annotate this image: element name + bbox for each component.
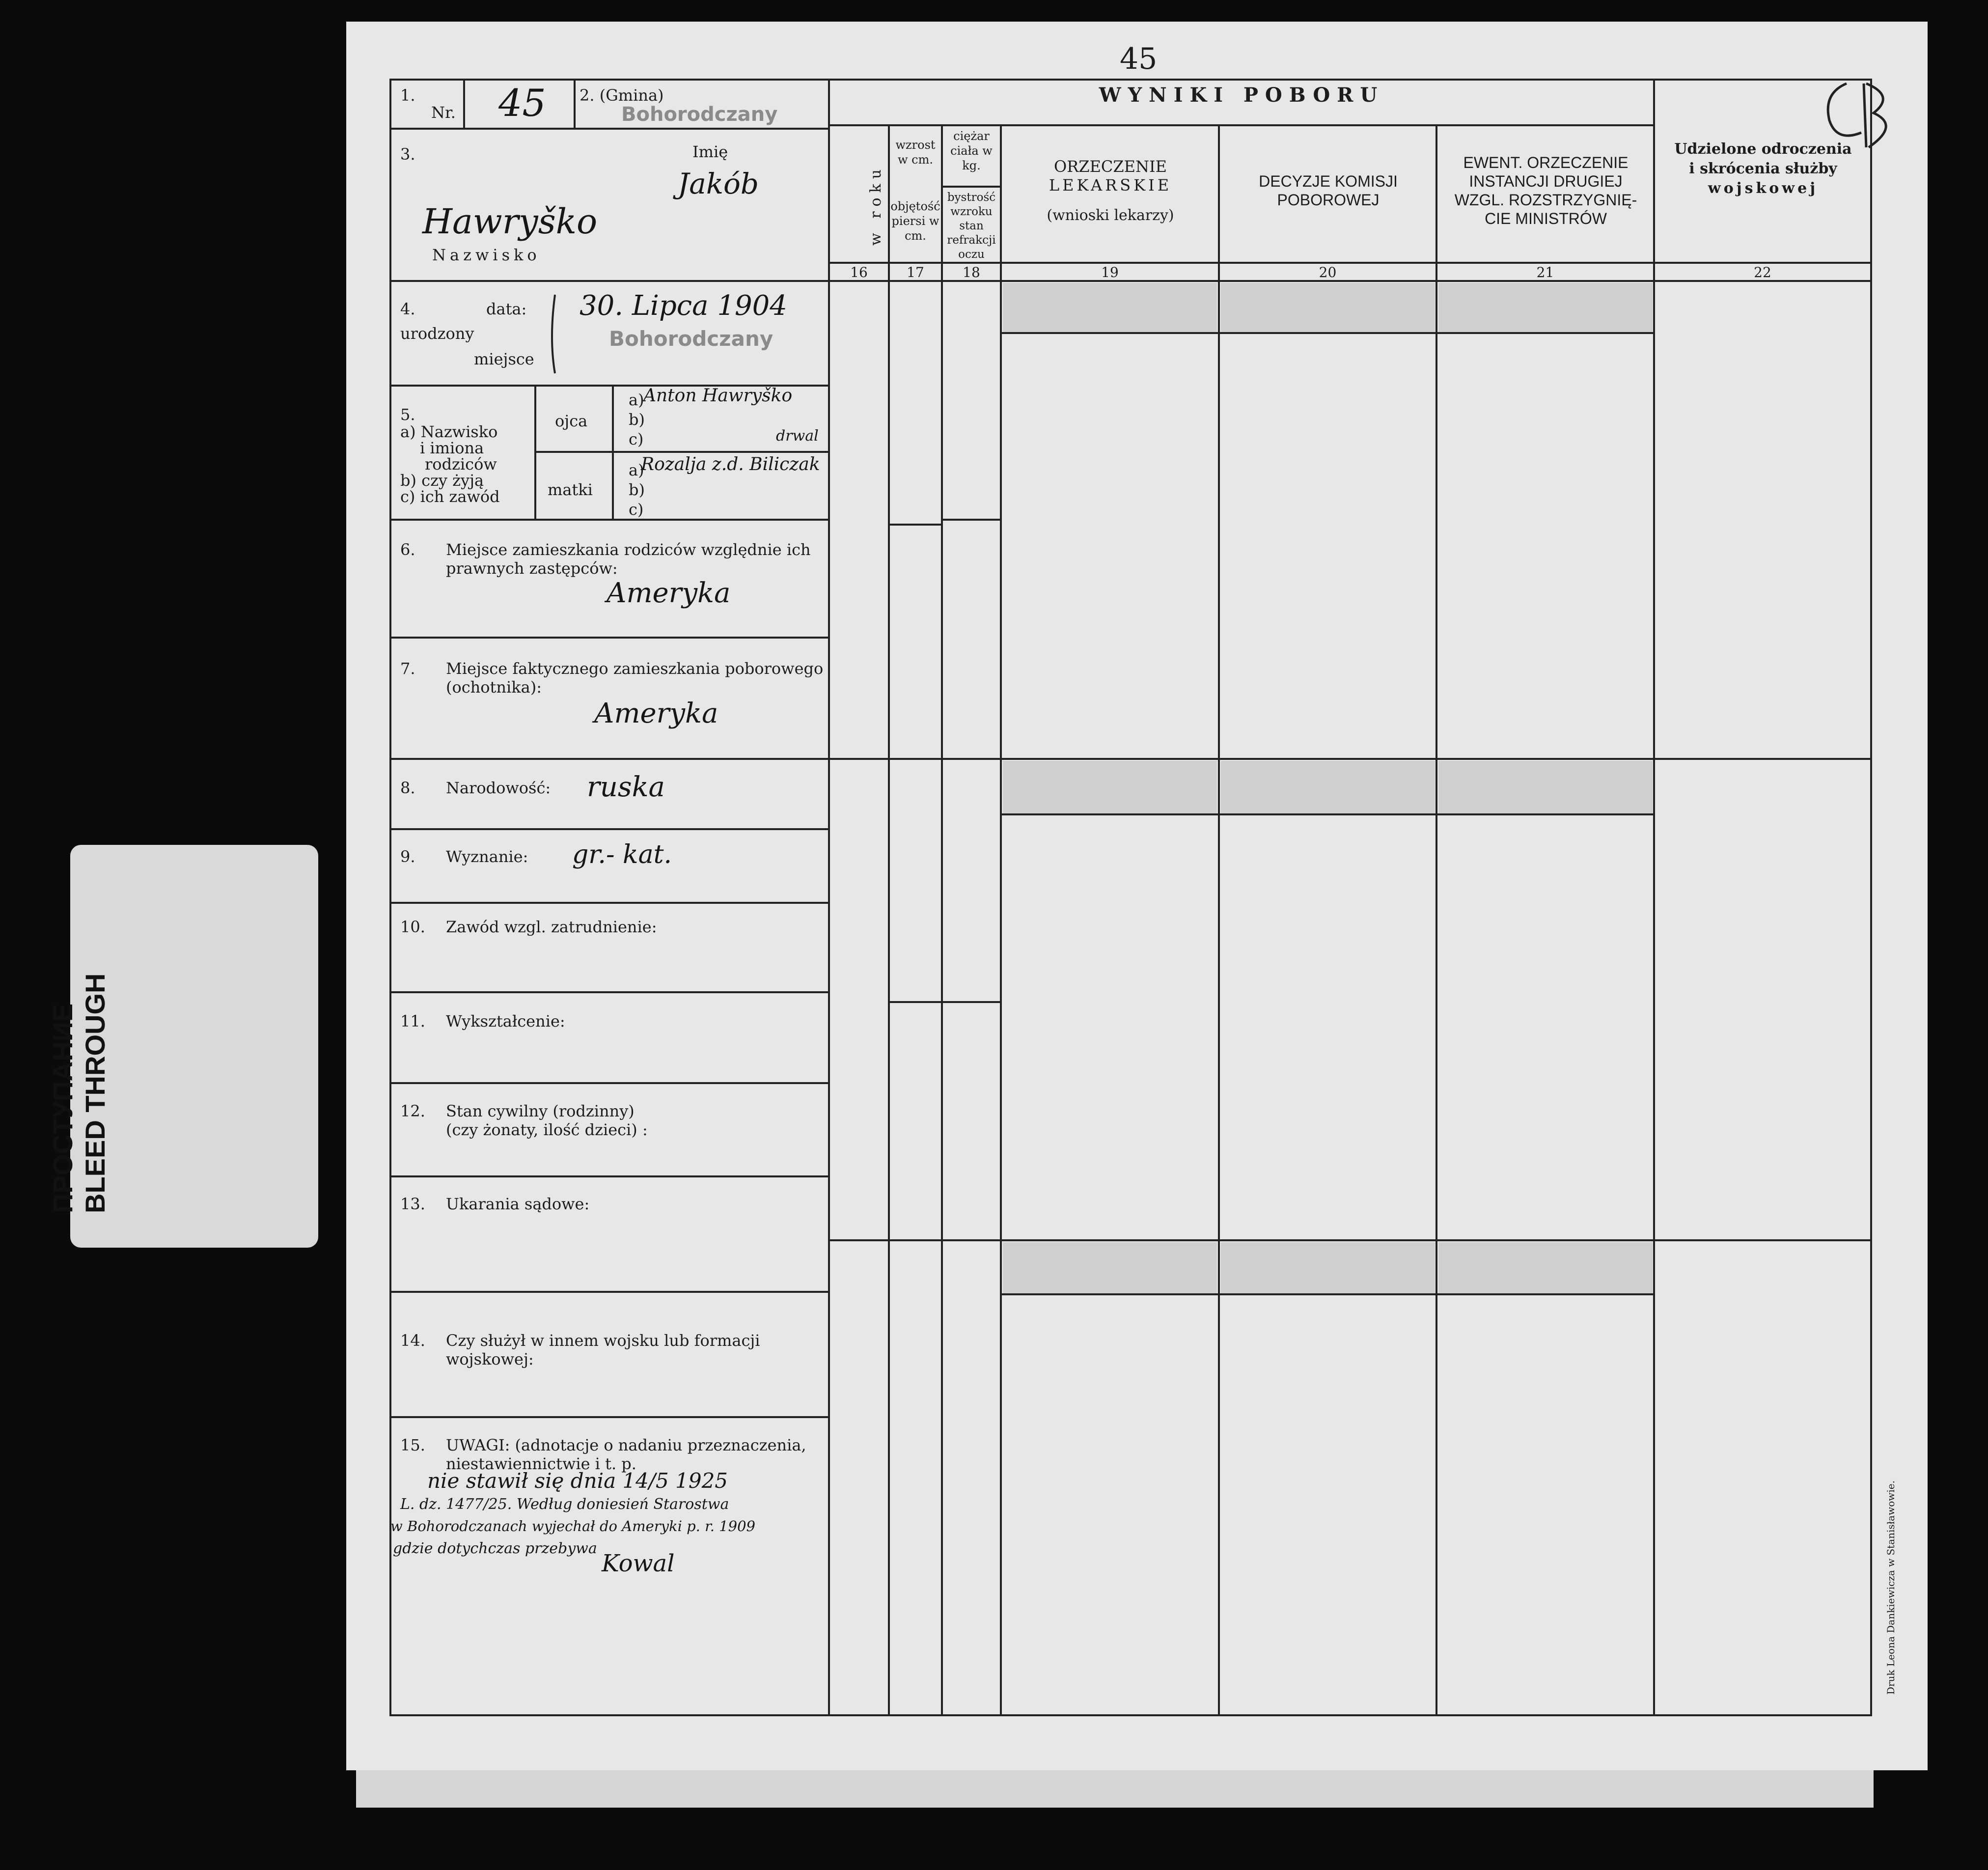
col-number-16: 16 (850, 264, 868, 280)
f3-number: 3. (400, 145, 415, 164)
results-title: WYNIKI POBORU (1099, 84, 1384, 107)
f3-nazwisko-label: Nazwisko (432, 246, 541, 264)
f2-gmina-stamp: Bohorodczany (621, 103, 778, 126)
f15-note-1: nie stawił się dnia 14/5 1925 (427, 1469, 728, 1493)
col20-title-2: POBOROWEJ (1277, 191, 1380, 209)
f7-label-1: Miejsce faktycznego zamieszkania poborowego (446, 659, 824, 678)
matki-c: c) (629, 500, 644, 519)
f3-imie-value: Jakób (678, 167, 759, 200)
f15-label-2: niestawiennictwie i t. p. (446, 1454, 636, 1473)
f5-a3-label: rodziców (425, 455, 497, 474)
col-number-17: 17 (907, 264, 924, 280)
f2-gmina-label: 2. (Gmina) (580, 86, 664, 105)
f4-miejsce-label: miejsce (474, 350, 534, 368)
col22-title-2: i skrócenia służby (1689, 160, 1837, 177)
f13-label: Ukarania sądowe: (446, 1195, 590, 1213)
f6-value: Ameryka (607, 577, 731, 609)
f11-label: Wykształcenie: (446, 1012, 565, 1031)
ojca-b: b) (629, 410, 645, 429)
f15-note-3: w Bohorodczanach wyjechał do Ameryki p. r. 1909 (390, 1518, 756, 1535)
f5-ojca-label: ojca (555, 412, 588, 430)
matki-a-value: Rozalja z.d. Biliczak (641, 454, 820, 474)
col21-title-4: CIE MINISTRÓW (1485, 210, 1607, 227)
f15-note-4: gdzie dotychczas przebywa (393, 1540, 597, 1557)
f4-number: 4. (400, 300, 415, 318)
col20-title-1: DECYZJE KOMISJI (1259, 172, 1398, 190)
f12-label-2: (czy żonaty, ilość dzieci) : (446, 1120, 648, 1139)
f5-b-label: b) czy żyją (400, 471, 484, 490)
f3-nazwisko-value: Hawryško (422, 201, 598, 242)
f7-label-2: (ochotnika): (446, 678, 542, 697)
f8-value: ruska (587, 771, 665, 803)
f11-number: 11. (400, 1012, 425, 1031)
f9-value: gr.- kat. (572, 840, 672, 869)
page-number: 45 (1120, 42, 1158, 76)
card-line-english: BLEED THROUGH (80, 973, 110, 1213)
col-number-21: 21 (1536, 264, 1554, 280)
f10-number: 10. (400, 918, 425, 936)
f9-label: Wyznanie: (446, 847, 528, 866)
col17-bottom-label: objętość piersi w cm. (890, 199, 940, 243)
f5-a2-label: i imiona (420, 439, 484, 457)
f6-label-1: Miejsce zamieszkania rodziców względnie ich (446, 540, 811, 559)
col19-subtitle: (wnioski lekarzy) (1047, 207, 1174, 224)
col19-title-1: ORZECZENIE (1054, 157, 1167, 176)
col-number-22: 22 (1754, 264, 1771, 280)
col22-title-1: Udzielone odroczenia (1674, 140, 1852, 158)
f14-number: 14. (400, 1331, 425, 1350)
ojca-c: c) (629, 430, 644, 448)
f4-urodzony: urodzony (400, 324, 474, 343)
f3-imie-label: Imię (692, 142, 728, 161)
f6-label-2: prawnych zastępców: (446, 559, 618, 578)
ojca-a-value: Anton Hawryško (643, 386, 793, 406)
f9-number: 9. (400, 847, 415, 866)
col21-title-1: EWENT. ORZECZENIE (1463, 154, 1629, 171)
col-number-19: 19 (1101, 264, 1119, 280)
f8-label: Narodowość: (446, 779, 551, 797)
f12-number: 12. (400, 1102, 425, 1120)
f4-data-label: data: (486, 300, 527, 318)
f14-label-2: wojskowej: (446, 1350, 534, 1368)
col21-title-3: WZGL. ROZSTRZYGNIĘ- (1454, 191, 1637, 209)
f4-data-value: 30. Lipca 1904 (580, 290, 787, 322)
f4-miejsce-stamp: Bohorodczany (609, 327, 773, 351)
col17-top-label: wzrost w cm. (895, 138, 936, 167)
col-number-20: 20 (1319, 264, 1337, 280)
f1-nr-value: 45 (498, 81, 546, 125)
col16-label: w roku (867, 164, 884, 246)
f15-note-2: L. dz. 1477/25. Według doniesień Starostwa (400, 1496, 729, 1513)
f14-label-1: Czy służył w innem wojsku lub formacji (446, 1331, 760, 1350)
f6-number: 6. (400, 540, 415, 559)
matki-a: a) (629, 461, 644, 479)
f15-number: 15. (400, 1436, 425, 1454)
f5-matki-label: matki (548, 480, 593, 499)
card-line-russian: ПРОСТУПАНИЕ (47, 1003, 78, 1213)
f1-number: 1. (400, 86, 415, 105)
f8-number: 8. (400, 779, 415, 797)
f7-value: Ameryka (594, 698, 718, 729)
col18-top-label: ciężar ciała w kg. (950, 129, 993, 172)
col21-title-2: INSTANCJI DRUGIEJ (1469, 172, 1623, 190)
f15-label-1: UWAGI: (adnotacje o nadaniu przeznaczenia, (446, 1436, 806, 1454)
f5-a-label: a) Nazwisko (400, 422, 498, 441)
f7-number: 7. (400, 659, 415, 678)
f12-label-1: Stan cywilny (rodzinny) (446, 1102, 635, 1120)
col19-title-2: LEKARSKIE (1049, 176, 1172, 195)
f5-number: 5. (400, 405, 415, 424)
ojca-a: a) (629, 391, 644, 409)
ojca-c-value: drwal (776, 427, 819, 445)
f10-label: Zawód wzgl. zatrudnienie: (446, 918, 657, 936)
matki-b: b) (629, 480, 645, 499)
f13-number: 13. (400, 1195, 425, 1213)
printer-imprint: Druk Leona Dankiewicza w Stanisławowie. (1885, 1480, 1897, 1695)
f1-nr-label: Nr. (431, 103, 456, 122)
col22-title-3: wojskowej (1708, 180, 1819, 197)
col-number-18: 18 (963, 264, 980, 280)
f15-signature: Kowal (602, 1550, 675, 1577)
col18-bottom-label: bystrość wzroku stan refrakcji oczu (947, 191, 996, 261)
f5-c-label: c) ich zawód (400, 487, 500, 506)
